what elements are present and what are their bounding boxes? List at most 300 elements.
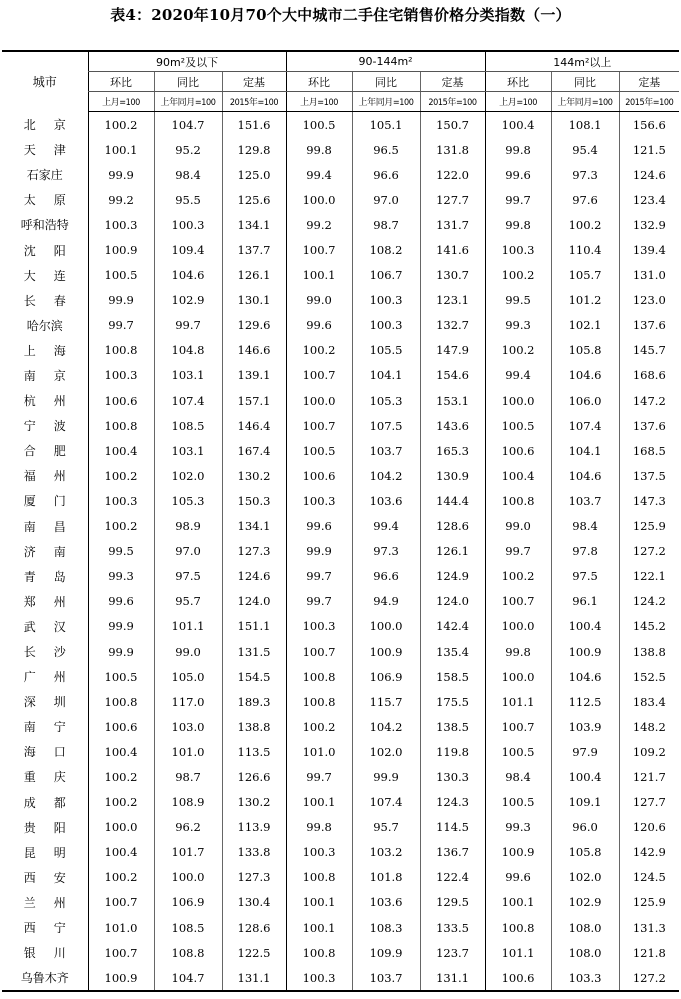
index-value-cell: 100.5 (485, 739, 551, 764)
index-value-cell: 100.0 (286, 388, 352, 413)
index-value-cell: 142.4 (420, 614, 485, 639)
index-value-cell: 123.1 (420, 288, 485, 313)
index-value-cell: 127.7 (420, 187, 485, 212)
metric-header-mom: 环比 (485, 72, 551, 92)
index-value-cell: 104.6 (551, 463, 619, 488)
index-value-cell: 122.4 (420, 865, 485, 890)
index-value-cell: 99.6 (286, 313, 352, 338)
base-header-yoy: 上年同月=100 (551, 92, 619, 112)
index-value-cell: 126.1 (420, 539, 485, 564)
index-value-cell: 102.1 (551, 313, 619, 338)
index-value-cell: 106.9 (154, 890, 222, 915)
index-value-cell: 108.5 (154, 915, 222, 940)
index-value-cell: 124.0 (420, 589, 485, 614)
index-value-cell: 183.4 (619, 689, 679, 714)
index-value-cell: 105.3 (352, 388, 420, 413)
group-header-small: 90m²及以下 (88, 51, 286, 72)
city-name-cell: 太原 (23, 193, 84, 208)
index-value-cell: 100.0 (88, 815, 154, 840)
index-value-cell: 100.3 (286, 965, 352, 991)
index-value-cell: 103.9 (551, 714, 619, 739)
index-value-cell: 100.4 (551, 614, 619, 639)
index-value-cell: 122.1 (619, 564, 679, 589)
index-value-cell: 100.2 (88, 790, 154, 815)
index-value-cell: 99.6 (485, 162, 551, 187)
index-value-cell: 100.9 (485, 840, 551, 865)
index-value-cell: 94.9 (352, 589, 420, 614)
index-value-cell: 99.6 (485, 865, 551, 890)
table-row (2, 363, 679, 388)
city-name-cell: 银川 (23, 946, 84, 961)
index-value-cell: 101.1 (154, 614, 222, 639)
index-value-cell: 108.0 (551, 940, 619, 965)
index-value-cell: 100.2 (551, 212, 619, 237)
city-name-cell: 济南 (23, 544, 84, 559)
index-value-cell: 121.8 (619, 940, 679, 965)
index-value-cell: 103.7 (352, 965, 420, 991)
index-value-cell: 125.0 (222, 162, 286, 187)
index-value-cell: 131.1 (420, 965, 485, 991)
city-name-cell: 青岛 (23, 569, 84, 584)
index-value-cell: 100.3 (88, 363, 154, 388)
index-value-cell: 165.3 (420, 438, 485, 463)
index-value-cell: 129.8 (222, 137, 286, 162)
index-value-cell: 96.6 (352, 162, 420, 187)
index-value-cell: 100.5 (88, 263, 154, 288)
index-value-cell: 100.3 (485, 237, 551, 262)
index-value-cell: 100.3 (286, 840, 352, 865)
index-value-cell: 154.5 (222, 664, 286, 689)
index-value-cell: 128.6 (222, 915, 286, 940)
index-value-cell: 100.6 (485, 965, 551, 991)
index-value-cell: 95.7 (154, 589, 222, 614)
index-value-cell: 115.7 (352, 689, 420, 714)
index-value-cell: 98.7 (352, 212, 420, 237)
index-value-cell: 99.2 (286, 212, 352, 237)
price-index-table (2, 50, 679, 992)
index-value-cell: 130.1 (222, 288, 286, 313)
index-value-cell: 96.0 (551, 815, 619, 840)
index-value-cell: 100.2 (485, 564, 551, 589)
index-value-cell: 132.9 (619, 212, 679, 237)
index-value-cell: 121.5 (619, 137, 679, 162)
metric-header-yoy: 同比 (352, 72, 420, 92)
city-name-cell: 乌鲁木齐 (2, 965, 88, 991)
index-value-cell: 100.6 (88, 388, 154, 413)
index-value-cell: 104.6 (551, 363, 619, 388)
city-name-cell: 北京 (23, 117, 84, 132)
index-value-cell: 100.8 (286, 940, 352, 965)
index-value-cell: 100.4 (485, 463, 551, 488)
index-value-cell: 103.7 (551, 488, 619, 513)
table-row (2, 915, 679, 940)
index-value-cell: 107.4 (352, 790, 420, 815)
index-value-cell: 99.9 (286, 539, 352, 564)
index-value-cell: 131.1 (222, 965, 286, 991)
index-value-cell: 99.8 (485, 639, 551, 664)
index-value-cell: 145.2 (619, 614, 679, 639)
index-value-cell: 127.3 (222, 865, 286, 890)
index-value-cell: 100.5 (485, 790, 551, 815)
metric-header-mom: 环比 (88, 72, 154, 92)
index-value-cell: 100.7 (88, 940, 154, 965)
table-row (2, 865, 679, 890)
index-value-cell: 147.3 (619, 488, 679, 513)
index-value-cell: 105.3 (154, 488, 222, 513)
table-row (2, 714, 679, 739)
index-value-cell: 100.8 (485, 915, 551, 940)
index-value-cell: 107.4 (551, 413, 619, 438)
city-name-cell: 郑州 (23, 594, 84, 609)
index-value-cell: 154.6 (420, 363, 485, 388)
index-value-cell: 100.7 (286, 639, 352, 664)
index-value-cell: 157.1 (222, 388, 286, 413)
index-value-cell: 113.5 (222, 739, 286, 764)
index-value-cell: 101.7 (154, 840, 222, 865)
base-header-fixed-base: 2015年=100 (619, 92, 679, 112)
index-value-cell: 100.7 (286, 413, 352, 438)
index-value-cell: 108.5 (154, 413, 222, 438)
table-row (2, 338, 679, 363)
city-name-cell: 贵阳 (23, 820, 84, 835)
city-name-cell: 合肥 (23, 444, 84, 459)
index-value-cell: 97.5 (551, 564, 619, 589)
index-value-cell: 131.5 (222, 639, 286, 664)
index-value-cell: 99.7 (286, 564, 352, 589)
city-name-cell: 昆明 (23, 845, 84, 860)
metric-header-fixed-base: 定基 (619, 72, 679, 92)
index-value-cell: 100.2 (88, 764, 154, 789)
index-value-cell: 130.2 (222, 790, 286, 815)
index-value-cell: 99.9 (352, 764, 420, 789)
index-value-cell: 100.7 (88, 890, 154, 915)
index-value-cell: 127.2 (619, 539, 679, 564)
index-value-cell: 104.1 (551, 438, 619, 463)
index-value-cell: 135.4 (420, 639, 485, 664)
index-value-cell: 98.4 (154, 162, 222, 187)
index-value-cell: 124.6 (619, 162, 679, 187)
index-value-cell: 95.2 (154, 137, 222, 162)
index-value-cell: 99.9 (88, 288, 154, 313)
index-value-cell: 100.4 (88, 438, 154, 463)
base-header-mom: 上月=100 (88, 92, 154, 112)
table-row (2, 614, 679, 639)
index-value-cell: 97.6 (551, 187, 619, 212)
metric-header-yoy: 同比 (154, 72, 222, 92)
index-value-cell: 99.8 (485, 137, 551, 162)
index-value-cell: 108.3 (352, 915, 420, 940)
index-value-cell: 100.3 (352, 288, 420, 313)
city-name-cell: 广州 (23, 670, 84, 685)
index-value-cell: 100.0 (485, 664, 551, 689)
index-value-cell: 99.7 (286, 589, 352, 614)
index-value-cell: 100.8 (88, 413, 154, 438)
index-value-cell: 124.0 (222, 589, 286, 614)
table-row (2, 463, 679, 488)
index-value-cell: 150.7 (420, 112, 485, 138)
index-value-cell: 100.4 (88, 739, 154, 764)
base-header-mom: 上月=100 (286, 92, 352, 112)
index-value-cell: 123.7 (420, 940, 485, 965)
index-value-cell: 100.6 (485, 438, 551, 463)
index-value-cell: 100.3 (88, 212, 154, 237)
index-value-cell: 97.3 (551, 162, 619, 187)
index-value-cell: 99.8 (485, 212, 551, 237)
index-value-cell: 130.4 (222, 890, 286, 915)
city-name-cell: 南昌 (23, 519, 84, 534)
index-value-cell: 134.1 (222, 212, 286, 237)
index-value-cell: 146.4 (222, 413, 286, 438)
index-value-cell: 167.4 (222, 438, 286, 463)
index-value-cell: 126.1 (222, 263, 286, 288)
index-value-cell: 100.3 (88, 488, 154, 513)
index-value-cell: 100.2 (88, 865, 154, 890)
index-value-cell: 141.6 (420, 237, 485, 262)
index-value-cell: 98.4 (485, 764, 551, 789)
index-value-cell: 99.0 (286, 288, 352, 313)
index-value-cell: 104.8 (154, 338, 222, 363)
index-value-cell: 100.8 (286, 689, 352, 714)
index-value-cell: 98.7 (154, 764, 222, 789)
index-value-cell: 123.0 (619, 288, 679, 313)
index-value-cell: 104.6 (154, 263, 222, 288)
index-value-cell: 101.0 (88, 915, 154, 940)
index-value-cell: 102.0 (551, 865, 619, 890)
index-value-cell: 100.4 (88, 840, 154, 865)
table-row (2, 589, 679, 614)
index-value-cell: 97.3 (352, 539, 420, 564)
index-value-cell: 100.8 (485, 488, 551, 513)
table-row (2, 438, 679, 463)
index-value-cell: 101.2 (551, 288, 619, 313)
city-name-cell: 兰州 (23, 895, 84, 910)
table-row (2, 212, 679, 237)
metric-header-fixed-base: 定基 (222, 72, 286, 92)
index-value-cell: 100.1 (286, 790, 352, 815)
index-value-cell: 105.8 (551, 338, 619, 363)
index-value-cell: 100.1 (485, 890, 551, 915)
index-value-cell: 99.3 (485, 815, 551, 840)
index-value-cell: 138.5 (420, 714, 485, 739)
index-value-cell: 100.6 (286, 463, 352, 488)
index-value-cell: 100.5 (88, 664, 154, 689)
index-value-cell: 109.9 (352, 940, 420, 965)
index-value-cell: 99.4 (286, 162, 352, 187)
index-value-cell: 148.2 (619, 714, 679, 739)
city-name-cell: 南京 (23, 368, 84, 383)
index-value-cell: 100.2 (88, 463, 154, 488)
city-name-cell: 西宁 (23, 921, 84, 936)
city-name-cell: 重庆 (23, 770, 84, 785)
index-value-cell: 129.6 (222, 313, 286, 338)
index-value-cell: 99.9 (88, 162, 154, 187)
index-value-cell: 98.9 (154, 514, 222, 539)
index-value-cell: 99.7 (485, 539, 551, 564)
index-value-cell: 103.6 (352, 890, 420, 915)
index-value-cell: 147.2 (619, 388, 679, 413)
index-value-cell: 102.0 (352, 739, 420, 764)
base-header-yoy: 上年同月=100 (352, 92, 420, 112)
index-value-cell: 119.8 (420, 739, 485, 764)
index-value-cell: 142.9 (619, 840, 679, 865)
index-value-cell: 125.6 (222, 187, 286, 212)
index-value-cell: 104.6 (551, 664, 619, 689)
city-name-cell: 长沙 (23, 645, 84, 660)
index-value-cell: 100.2 (88, 112, 154, 138)
index-value-cell: 100.2 (286, 714, 352, 739)
index-value-cell: 100.1 (286, 915, 352, 940)
table-row (2, 263, 679, 288)
city-name-cell: 哈尔滨 (26, 318, 63, 333)
index-value-cell: 145.7 (619, 338, 679, 363)
index-value-cell: 101.1 (485, 940, 551, 965)
table-row (2, 288, 679, 313)
table-row (2, 890, 679, 915)
index-value-cell: 96.5 (352, 137, 420, 162)
city-name-cell: 南宁 (23, 720, 84, 735)
index-value-cell: 100.9 (88, 237, 154, 262)
index-value-cell: 102.0 (154, 463, 222, 488)
index-value-cell: 100.8 (286, 865, 352, 890)
index-value-cell: 124.6 (222, 564, 286, 589)
index-value-cell: 102.9 (551, 890, 619, 915)
index-value-cell: 100.4 (551, 764, 619, 789)
index-value-cell: 100.9 (88, 965, 154, 991)
index-value-cell: 100.9 (352, 639, 420, 664)
index-value-cell: 100.9 (551, 639, 619, 664)
city-name-cell: 海口 (23, 745, 84, 760)
city-name-cell: 天津 (23, 143, 84, 158)
table-row (2, 965, 679, 991)
index-value-cell: 131.8 (420, 137, 485, 162)
index-value-cell: 100.4 (485, 112, 551, 138)
index-value-cell: 99.9 (88, 639, 154, 664)
index-value-cell: 97.9 (551, 739, 619, 764)
index-value-cell: 127.2 (619, 965, 679, 991)
index-value-cell: 103.7 (352, 438, 420, 463)
index-value-cell: 175.5 (420, 689, 485, 714)
table-row (2, 237, 679, 262)
index-value-cell: 117.0 (154, 689, 222, 714)
index-value-cell: 103.2 (352, 840, 420, 865)
city-name-cell: 武汉 (23, 619, 84, 634)
index-value-cell: 137.5 (619, 463, 679, 488)
index-value-cell: 137.7 (222, 237, 286, 262)
index-value-cell: 108.9 (154, 790, 222, 815)
table-row (2, 488, 679, 513)
index-value-cell: 100.0 (485, 614, 551, 639)
index-value-cell: 99.7 (154, 313, 222, 338)
index-value-cell: 153.1 (420, 388, 485, 413)
index-value-cell: 168.6 (619, 363, 679, 388)
index-value-cell: 127.7 (619, 790, 679, 815)
city-name-cell: 呼和浩特 (20, 218, 69, 233)
metric-header-yoy: 同比 (551, 72, 619, 92)
index-value-cell: 99.0 (485, 514, 551, 539)
index-value-cell: 130.9 (420, 463, 485, 488)
index-value-cell: 127.3 (222, 539, 286, 564)
index-value-cell: 100.5 (485, 413, 551, 438)
table-row (2, 689, 679, 714)
metric-header-mom: 环比 (286, 72, 352, 92)
index-value-cell: 105.1 (352, 112, 420, 138)
index-value-cell: 100.1 (286, 263, 352, 288)
base-header-mom: 上月=100 (485, 92, 551, 112)
index-value-cell: 100.3 (352, 313, 420, 338)
group-header-large: 144m²以上 (485, 51, 679, 72)
city-name-cell: 宁波 (23, 419, 84, 434)
index-value-cell: 122.0 (420, 162, 485, 187)
index-value-cell: 100.5 (286, 438, 352, 463)
index-value-cell: 100.0 (352, 614, 420, 639)
index-value-cell: 133.8 (222, 840, 286, 865)
index-value-cell: 100.6 (88, 714, 154, 739)
table-row (2, 514, 679, 539)
city-column-header: 城市 (2, 51, 88, 112)
index-value-cell: 100.8 (88, 338, 154, 363)
index-value-cell: 120.6 (619, 815, 679, 840)
index-value-cell: 100.3 (286, 488, 352, 513)
index-value-cell: 107.4 (154, 388, 222, 413)
index-value-cell: 100.8 (88, 689, 154, 714)
index-value-cell: 99.8 (286, 137, 352, 162)
index-value-cell: 100.8 (286, 664, 352, 689)
index-value-cell: 131.0 (619, 263, 679, 288)
index-value-cell: 124.3 (420, 790, 485, 815)
table-row (2, 313, 679, 338)
index-value-cell: 128.6 (420, 514, 485, 539)
index-value-cell: 123.4 (619, 187, 679, 212)
index-value-cell: 109.2 (619, 739, 679, 764)
index-value-cell: 99.3 (485, 313, 551, 338)
city-name-cell: 长春 (23, 293, 84, 308)
index-value-cell: 99.9 (88, 614, 154, 639)
index-value-cell: 106.9 (352, 664, 420, 689)
index-value-cell: 99.7 (286, 764, 352, 789)
index-value-cell: 100.3 (286, 614, 352, 639)
group-header-medium: 90-144m² (286, 51, 485, 72)
index-value-cell: 96.2 (154, 815, 222, 840)
index-value-cell: 96.1 (551, 589, 619, 614)
index-value-cell: 139.1 (222, 363, 286, 388)
index-value-cell: 138.8 (222, 714, 286, 739)
table-row (2, 388, 679, 413)
index-value-cell: 95.7 (352, 815, 420, 840)
index-value-cell: 124.2 (619, 589, 679, 614)
index-value-cell: 108.0 (551, 915, 619, 940)
index-value-cell: 158.5 (420, 664, 485, 689)
index-value-cell: 105.5 (352, 338, 420, 363)
index-value-cell: 125.9 (619, 890, 679, 915)
index-value-cell: 95.5 (154, 187, 222, 212)
index-value-cell: 100.3 (154, 212, 222, 237)
index-value-cell: 99.5 (88, 539, 154, 564)
index-value-cell: 97.5 (154, 564, 222, 589)
index-value-cell: 108.8 (154, 940, 222, 965)
city-name-cell: 厦门 (23, 494, 84, 509)
index-value-cell: 122.5 (222, 940, 286, 965)
index-value-cell: 130.3 (420, 764, 485, 789)
index-value-cell: 112.5 (551, 689, 619, 714)
index-value-cell: 98.4 (551, 514, 619, 539)
index-value-cell: 100.2 (485, 263, 551, 288)
index-value-cell: 138.8 (619, 639, 679, 664)
index-value-cell: 99.8 (286, 815, 352, 840)
city-name-cell: 福州 (23, 469, 84, 484)
metric-header-fixed-base: 定基 (420, 72, 485, 92)
table-row (2, 840, 679, 865)
city-name-cell: 成都 (23, 795, 84, 810)
